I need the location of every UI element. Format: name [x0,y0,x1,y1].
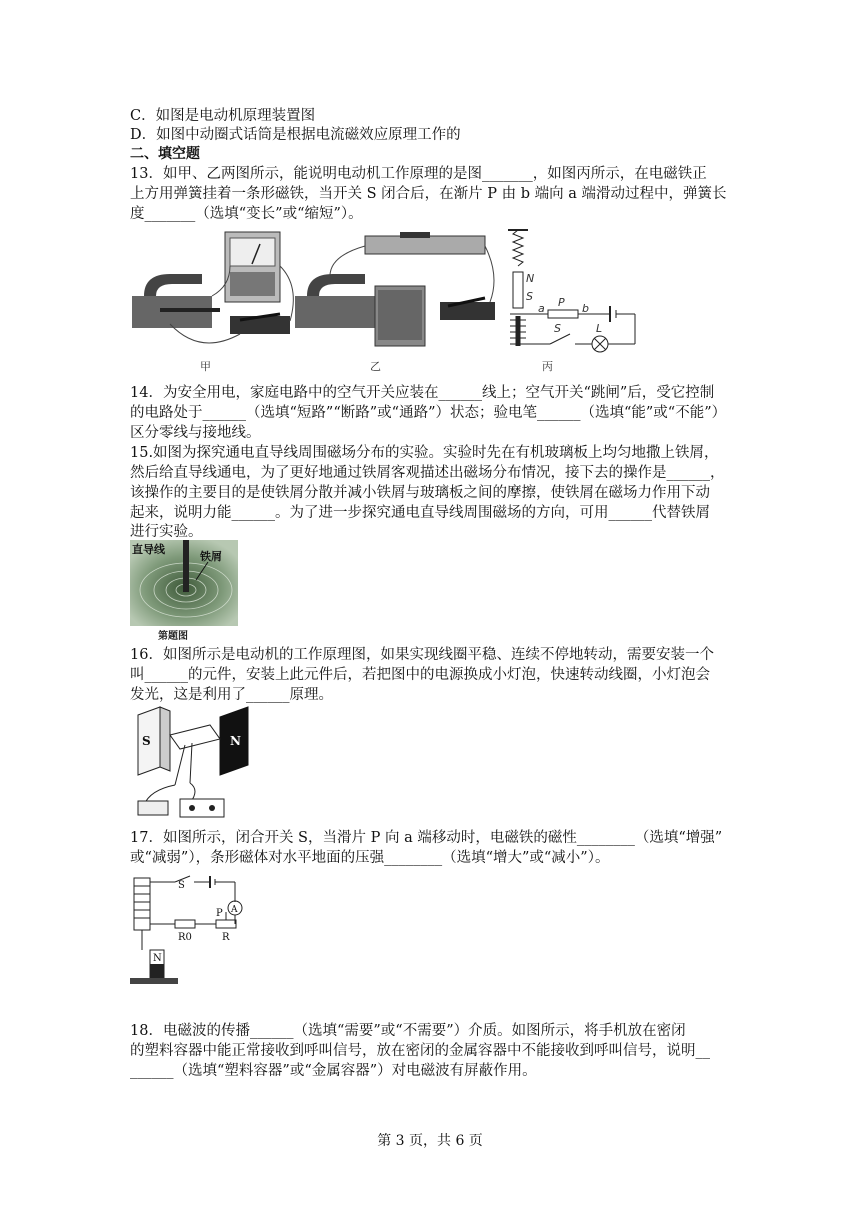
q14-line2: 的电路处于______（选填“短路”“断路”或“通路”）状态；验电笔______（选填“能”或“不能”） [130,405,727,421]
q14-line3: 区分零线与接地线。 [130,425,261,441]
bing-n: N [526,272,535,285]
page-number: 第 3 页，共 6 页 [377,1133,483,1149]
fig17-rheostat: R [222,932,230,943]
q16-line3: 发光，这是利用了______原理。 [130,687,333,703]
q16-figure [130,705,255,821]
q17-figure [130,872,255,990]
q18-line2: 的塑料容器中能正常接收到呼叫信号，放在密闭的金属容器中不能接收到呼叫信号，说明__ [130,1043,710,1059]
bing-s: S [526,290,533,303]
bing-lamp: L [596,322,603,335]
fig16-s-pole: S [142,734,151,748]
q17-line1: 17．如图所示，闭合开关 S，当滑片 P 向 a 端移动时，电磁铁的磁性________（选填“增强” [130,830,723,846]
fig-yi [295,232,495,346]
fig17-switch: S [178,880,185,891]
q16-line2: 叫______的元件，安装上此元件后，若把图中的电源换成小灯泡，快速转动线圈，小灯泡会 [130,667,710,683]
q13-line3: 度_______（选填“变长”或“缩短”）。 [130,206,363,222]
q15-figure [130,540,240,642]
q13-line1: 13．如甲、乙两图所示，能说明电动机工作原理的是图_______，如图丙所示，在电磁铁正 [130,166,707,182]
bing-b: b [582,302,589,315]
label-wire: 直导线 [132,543,165,556]
label-yi: 乙 [370,360,381,373]
q13-figure [130,226,650,376]
q14-line1: 14．为安全用电，家庭电路中的空气开关应装在______线上；空气开关“跳闸”后，受它控制 [130,385,715,401]
fig17-n-pole: N [153,953,162,964]
q15-line4: 起来，说明力能______。为了进一步探究通电直导线周围磁场的方向，可用______代替铁屑 [130,505,710,521]
q17-line2: 或“减弱”），条形磁体对水平地面的压强________（选填“增大”或“减小”）。 [130,850,610,866]
bing-p: P [558,296,565,309]
q13-line2: 上方用弹簧挂着一条形磁铁，当开关 S 闭合后，在渐片 P 由 b 端向 a 端滑动过程中，弹簧长 [130,186,727,202]
q16-line1: 16．如图所示是电动机的工作原理图，如果实现线圈平稳、连续不停地转动，需要安装一个 [130,647,714,663]
option-c: C．如图是电动机原理装置图 [130,108,316,124]
q15-line3: 该操作的主要目的是使铁屑分散并减小铁屑与玻璃板之间的摩擦，使铁屑在磁场力作用下动 [130,485,710,501]
fig-jia [132,232,293,343]
q15-line1: 15.如图为探究通电直导线周围磁场分布的实验。实验时先在有机玻璃板上均匀地撒上铁屑， [130,445,719,461]
fig15-caption: 第题图 [158,631,188,642]
bing-switch: S [554,322,561,335]
q15-line5: 进行实验。 [130,524,203,540]
section-heading: 二、填空题 [130,146,200,162]
fig16-n-pole: N [230,734,241,748]
label-bing: 丙 [542,360,553,373]
fig17-ammeter: A [231,905,238,915]
label-jia: 甲 [200,360,211,373]
fig17-r0: R0 [178,932,192,943]
option-d: D．如图中动圈式话筒是根据电流磁效应原理工作的 [130,127,461,143]
fig17-slider: P [216,908,223,919]
bing-a: a [538,302,545,315]
label-filings: 铁屑 [200,550,222,563]
q15-line2: 然后给直导线通电，为了更好地通过铁屑客观描述出磁场分布情况，接下去的操作是______， [130,465,725,481]
q18-line3: ______（选填“塑料容器”或“金属容器”）对电磁波有屏蔽作用。 [130,1063,537,1079]
q18-line1: 18．电磁波的传播______（选填“需要”或“不需要”）介质。如图所示，将手机放在密闭 [130,1023,686,1039]
